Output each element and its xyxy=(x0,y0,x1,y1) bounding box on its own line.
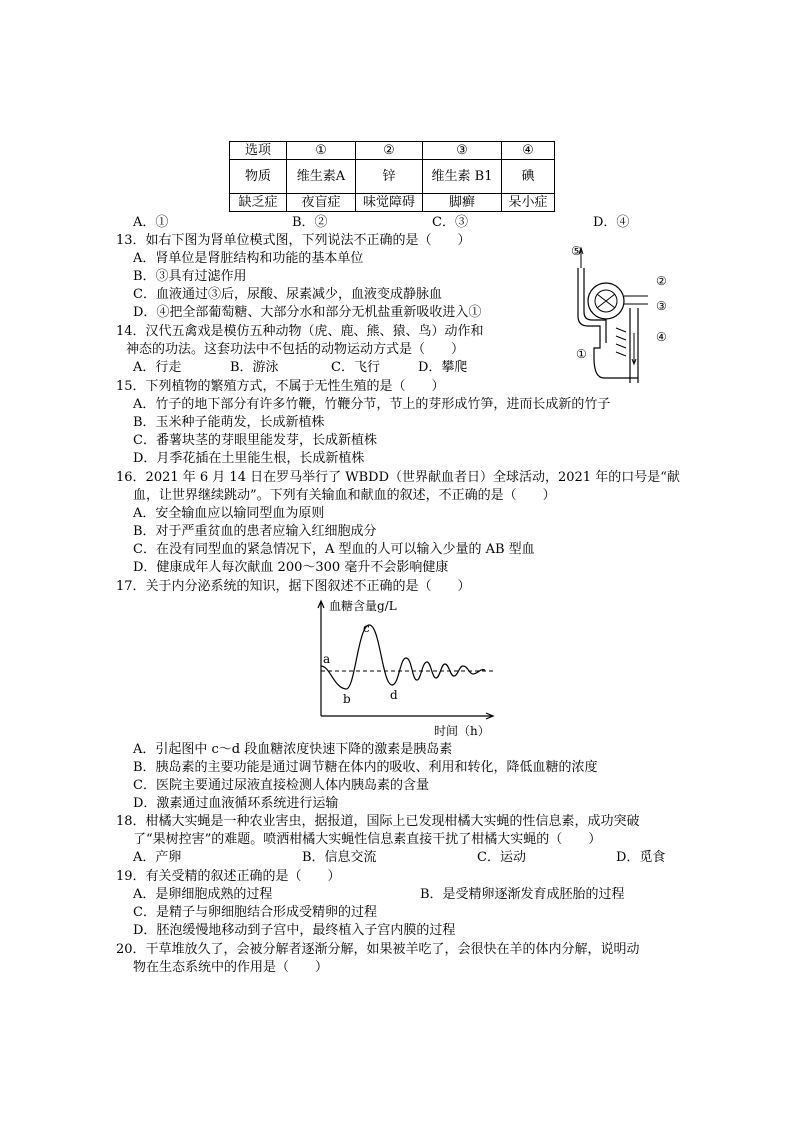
q15-option-c[interactable]: C．番薯块茎的芽眼里能发芽，长成新植株 xyxy=(133,433,377,448)
vessel-path xyxy=(578,268,638,378)
q13-stem: 13．如右下图为肾单位模式图，下列说法不正确的是（ ） xyxy=(116,233,471,248)
q12-option-a[interactable]: A．① xyxy=(133,215,169,230)
label-3: ③ xyxy=(656,299,667,313)
flow-arrow xyxy=(579,248,583,268)
q19-stem: 19．有关受精的叙述正确的是（ ） xyxy=(116,869,341,884)
q17-option-c[interactable]: C．医院主要通过尿液直接检测人体内胰岛素的含量 xyxy=(133,778,429,793)
x-axis-label: 时间（h） xyxy=(434,724,490,738)
q17-option-d[interactable]: D．激素通过血液循环系统进行运输 xyxy=(133,796,339,811)
q18-option-d[interactable]: D．觅食 xyxy=(616,850,666,865)
q19-option-c[interactable]: C．是精子与卵细胞结合形成受精卵的过程 xyxy=(133,905,377,920)
q16-stem-line2: 血，让世界继续跳动”。下列有关输血和献血的叙述，不正确的是（ ） xyxy=(133,488,556,503)
label-1: ① xyxy=(576,347,587,361)
x-axis xyxy=(321,713,493,719)
q18-option-c[interactable]: C．运动 xyxy=(477,850,526,865)
q16-option-b[interactable]: B．对于严重贫血的患者应输入红细胞成分 xyxy=(133,524,377,539)
q19-option-a[interactable]: A．是卵细胞成熟的过程 xyxy=(133,887,273,902)
table-cell: 味觉障碍 xyxy=(356,194,423,212)
q18-stem-line2: 了“果树控害”的难题。喷洒柑橘大实蝇性信息素直接干扰了柑橘大实蝇的（ ） xyxy=(133,832,602,847)
q19-option-d[interactable]: D．胚泡缓慢地移动到子宫中，最终植入子宫内膜的过程 xyxy=(133,923,456,938)
label-4: ④ xyxy=(656,330,667,344)
table-cell: ① xyxy=(287,142,356,160)
q20-stem-line2: 物在生态系统中的作用是（ ） xyxy=(133,960,329,975)
q13-option-b[interactable]: B．③具有过滤作用 xyxy=(133,269,247,284)
table-cell: 选项 xyxy=(230,142,287,160)
vessel-path xyxy=(584,268,606,343)
q14-stem-line2: 神态的功法。这套功法中不包括的动物运动方式是（ ） xyxy=(126,342,465,357)
q12-option-d[interactable]: D．④ xyxy=(593,215,630,230)
reabsorption-arrows xyxy=(616,328,626,356)
table-cell: ③ xyxy=(423,142,502,160)
q14-option-a[interactable]: A．行走 xyxy=(133,360,182,375)
vessel-out xyxy=(624,296,648,304)
q14-stem-line1: 14．汉代五禽戏是模仿五种动物（虎、鹿、熊、猿、鸟）动作和 xyxy=(116,324,484,339)
q16-stem-line1: 16．2021 年 6 月 14 日在罗马举行了 WBDD（世界献血者日）全球活动，2021 年的口号是“献 xyxy=(116,470,680,485)
q18-stem-line1: 18．柑橘大实蝇是一种农业害虫，据报道，国际上已发现柑橘大实蝇的性信息素，成功突破 xyxy=(116,814,640,829)
nephron-diagram xyxy=(560,238,680,388)
q16-option-a[interactable]: A．安全输血应以输同型血为原则 xyxy=(133,506,325,521)
label-2: ② xyxy=(656,274,667,288)
table-cell: 锌 xyxy=(356,160,423,194)
point-c: c xyxy=(363,621,370,635)
glomerulus-detail xyxy=(597,294,615,308)
table-cell: 物质 xyxy=(230,160,287,194)
table-cell: 碘 xyxy=(502,160,555,194)
point-d: d xyxy=(390,688,398,702)
q17-stem: 17．关于内分泌系统的知识，据下图叙述不正确的是（ ） xyxy=(116,579,471,594)
q14-option-d[interactable]: D．攀爬 xyxy=(418,360,468,375)
label-5: ⑤ xyxy=(571,244,582,258)
table-cell: 呆小症 xyxy=(502,194,555,212)
table-cell: 维生素 B1 xyxy=(423,160,502,194)
point-a: a xyxy=(323,652,331,666)
q15-option-a[interactable]: A．竹子的地下部分有许多竹鞭，竹鞭分节，节上的芽形成竹笋，进而长成新的竹子 xyxy=(133,397,611,412)
q13-option-c[interactable]: C．血液通过③后，尿酸、尿素减少，血液变成静脉血 xyxy=(133,287,442,302)
table-cell: 夜盲症 xyxy=(287,194,356,212)
q15-stem: 15．下列植物的繁殖方式，不属于无性生殖的是（ ） xyxy=(116,379,445,394)
q18-option-a[interactable]: A．产卵 xyxy=(133,850,182,865)
q19-option-b[interactable]: B．是受精卵逐渐发育成胚胎的过程 xyxy=(420,887,625,902)
q15-option-d[interactable]: D．月季花插在土里能生根，长成新植株 xyxy=(133,451,365,466)
table-cell: 脚癣 xyxy=(423,194,502,212)
q20-stem-line1: 20．干草堆放久了，会被分解者逐渐分解，如果被羊吃了，会很快在羊的体内分解，说明动 xyxy=(116,942,640,957)
q15-option-b[interactable]: B．玉米种子能萌发，长成新植株 xyxy=(133,415,325,430)
table-cell: 缺乏症 xyxy=(230,194,287,212)
glucose-curve xyxy=(321,625,485,689)
table-cell: 维生素A xyxy=(287,160,356,194)
blood-glucose-graph xyxy=(300,596,510,742)
q17-option-b[interactable]: B．胰岛素的主要功能是通过调节糖在体内的吸收、利用和转化，降低血糖的浓度 xyxy=(133,760,598,775)
q18-option-b[interactable]: B．信息交流 xyxy=(302,850,377,865)
q14-option-c[interactable]: C．飞行 xyxy=(331,360,380,375)
y-axis-label: 血糖含量g/L xyxy=(329,599,397,613)
q12-option-c[interactable]: C．③ xyxy=(432,215,468,230)
q13-option-a[interactable]: A．肾单位是肾脏结构和功能的基本单位 xyxy=(133,251,364,266)
q14-option-b[interactable]: B．游泳 xyxy=(230,360,279,375)
table-cell: ② xyxy=(356,142,423,160)
q16-option-c[interactable]: C．在没有同型血的紧急情况下，A 型血的人可以输入少量的 AB 型血 xyxy=(133,542,535,557)
q16-option-d[interactable]: D．健康成年人每次献血 200～300 毫升不会影响健康 xyxy=(133,560,449,575)
table-cell: ④ xyxy=(502,142,555,160)
flow-arrow xyxy=(632,333,636,364)
q12-option-b[interactable]: B．② xyxy=(292,215,328,230)
point-b: b xyxy=(343,692,351,706)
q13-option-d[interactable]: D．④把全部葡萄糖、大部分水和部分无机盐重新吸收进入① xyxy=(133,305,482,320)
q17-option-a[interactable]: A．引起图中 c～d 段血糖浓度快速下降的激素是胰岛素 xyxy=(133,742,453,757)
q12-table xyxy=(229,141,555,212)
